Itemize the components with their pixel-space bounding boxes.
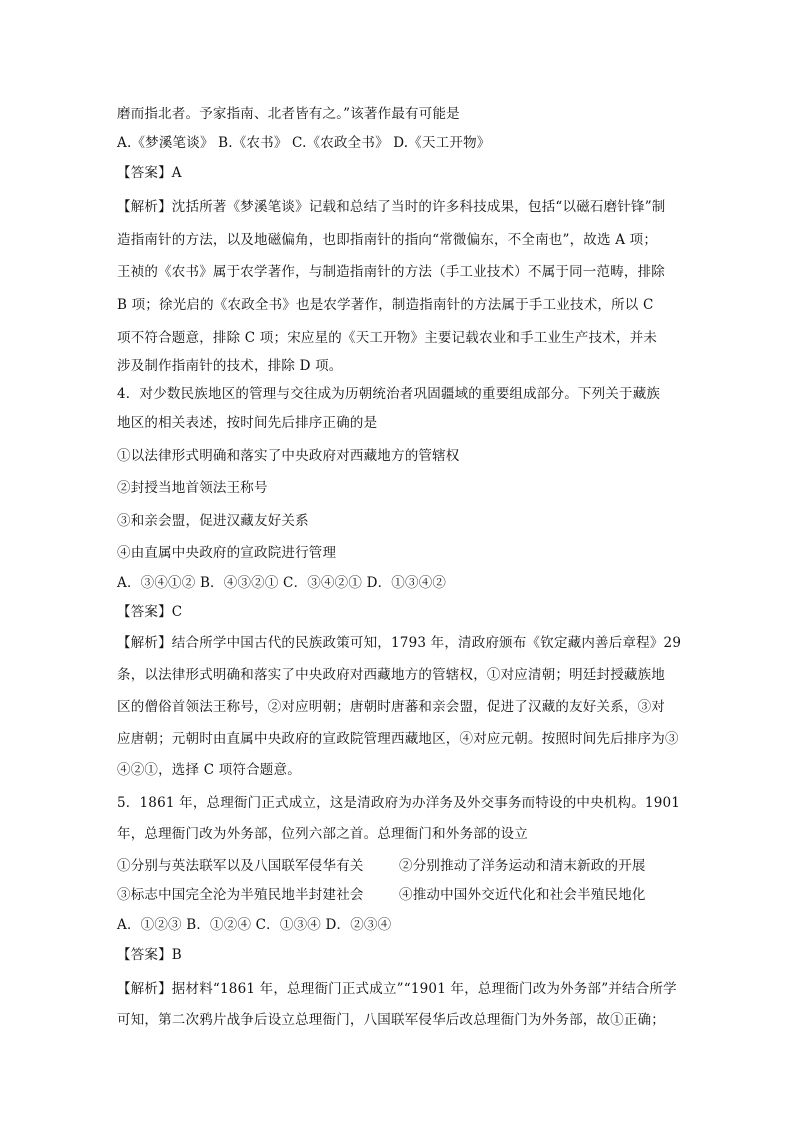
question-4-item-2: ②封授当地首领法王称号 bbox=[117, 480, 268, 496]
question-4-item-1: ①以法律形式明确和落实了中央政府对西藏地方的管辖权 bbox=[117, 448, 460, 464]
question-3-analysis-line-2: 造指南针的方法，以及地磁偏角，也即指南针的指向“常微偏东，不全南也”，故选 A 项； bbox=[117, 232, 658, 248]
question-4-stem-line-1: 4．对少数民族地区的管理与交往成为历朝统治者巩固疆域的重要组成部分。下列关于藏族 bbox=[117, 386, 661, 402]
question-5-item-3: ③标志中国完全沦为半殖民地半封建社会 bbox=[117, 887, 364, 903]
question-3-analysis-line-6: 涉及制作指南针的技术，排除 D 项。 bbox=[117, 358, 343, 374]
question-4-item-3: ③和亲会盟，促进汉藏友好关系 bbox=[117, 513, 309, 529]
question-3-answer: 【答案】A bbox=[117, 165, 182, 181]
question-3-analysis-line-4: B 项；徐光启的《农政全书》也是农学著作，制造指南针的方法属于手工业技术，所以 C bbox=[117, 297, 654, 313]
question-4-analysis-line-4: 应唐朝；元朝时由直属中央政府的宣政院管理西藏地区，④对应元朝。按照时间先后排序为③ bbox=[117, 731, 679, 747]
question-3-analysis-line-1: 【解析】沈括所著《梦溪笔谈》记载和总结了当时的许多科技成果，包括“以磁石磨针锋”制 bbox=[117, 199, 666, 215]
question-4-item-4: ④由直属中央政府的宣政院进行管理 bbox=[117, 545, 337, 561]
question-4-analysis-line-5: ④②①，选择 C 项符合题意。 bbox=[117, 762, 301, 778]
question-5-analysis-line-1: 【解析】据材料“1861 年，总理衙门正式成立”“1901 年，总理衙门改为外务部”并结合所学 bbox=[117, 981, 677, 997]
question-5-items-row-2 bbox=[117, 885, 717, 905]
question-5-options: A．①②③ B．①②④ C．①③④ D．②③④ bbox=[117, 917, 392, 933]
question-4-analysis-line-3: 区的僧俗首领法王称号，②对应明朝；唐朝时唐蕃和亲会盟，促进了汉藏的友好关系，③对 bbox=[117, 699, 665, 715]
question-3-stem-end: 磨而指北者。予家指南、北者皆有之。”该著作最有可能是 bbox=[117, 106, 460, 122]
question-3-analysis-line-5: 项不符合题意，排除 C 项；宋应星的《天工开物》主要记载农业和手工业生产技术，并未 bbox=[117, 330, 658, 346]
question-4-analysis-line-1: 【解析】结合所学中国古代的民族政策可知，1793 年，清政府颁布《钦定藏内善后章程》29 bbox=[117, 635, 682, 651]
question-4-options: A．③④①② B．④③②① C．③④②① D．①③④② bbox=[117, 575, 447, 591]
question-3-analysis-line-3: 王祯的《农书》属于农学著作，与制造指南针的方法（手工业技术）不属于同一范畴，排除 bbox=[117, 264, 665, 280]
question-5-item-2: ②分别推动了洋务运动和清末新政的开展 bbox=[399, 858, 646, 874]
question-5-items-row-1 bbox=[117, 856, 717, 876]
question-5-stem-line-2: 年，总理衙门改为外务部，位列六部之首。总理衙门和外务部的设立 bbox=[117, 826, 528, 842]
question-5-item-4: ④推动中国外交近代化和社会半殖民地化 bbox=[399, 887, 646, 903]
question-3-options: A.《梦溪笔谈》 B.《农书》 C.《农政全书》 D.《天工开物》 bbox=[117, 135, 491, 151]
question-5-analysis-line-2: 可知，第二次鸦片战争后设立总理衙门，八国联军侵华后改总理衙门为外务部，故①正确； bbox=[117, 1012, 665, 1028]
question-4-analysis-line-2: 条，以法律形式明确和落实了中央政府对西藏地方的管辖权，①对应清朝；明廷封授藏族地 bbox=[117, 667, 665, 683]
question-4-answer: 【答案】C bbox=[117, 604, 183, 620]
question-4-stem-line-2: 地区的相关表述，按时间先后排序正确的是 bbox=[117, 415, 378, 431]
question-5-stem-line-1: 5．1861 年，总理衙门正式成立，这是清政府为办洋务及外交事务而特设的中央机构。1901 bbox=[117, 795, 681, 811]
question-5-item-1: ①分别与英法联军以及八国联军侵华有关 bbox=[117, 858, 364, 874]
question-5-answer: 【答案】B bbox=[117, 947, 182, 963]
